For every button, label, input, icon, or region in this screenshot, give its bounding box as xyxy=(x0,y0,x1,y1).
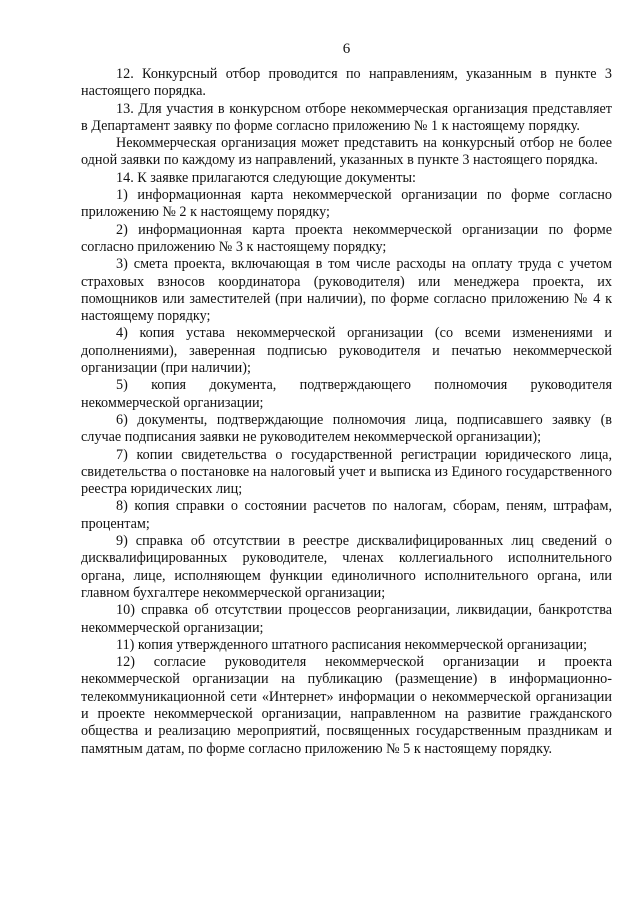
list-item-2: 2) информационная карта проекта некоммерческой организации по форме согласно приложению № 3 к настоящему порядку; xyxy=(81,221,612,255)
paragraph-12: 12. Конкурсный отбор проводится по направлениям, указанным в пункте 3 настоящего порядка. xyxy=(81,66,612,100)
list-item-3: 3) смета проекта, включающая в том числе расходы на оплату труда с учетом страховых взносов координатора (руководителя) или менеджера проекта, их помощников или заместителей (при наличии), по форме согласно приложению № 4 к настоящему порядку; xyxy=(81,256,612,325)
list-item-5: 5) копия документа, подтверждающего полномочия руководителя некоммерческой организации; xyxy=(81,377,612,411)
paragraph-14: 14. К заявке прилагаются следующие документы: xyxy=(116,169,416,186)
list-item-11: 11) копия утвержденного штатного расписания некоммерческой организации; xyxy=(116,636,588,653)
page-number: 6 xyxy=(342,41,351,57)
paragraph-13-note: Некоммерческая организация может представить на конкурсный отбор не более одной заявки по каждому из направлений, указанных в пункте 3 настоящего порядка. xyxy=(81,135,612,169)
list-item-7: 7) копии свидетельства о государственной регистрации юридического лица, свидетельства о постановке на налоговый учет и выписка из Единого государственного реестра юридических лиц; xyxy=(81,446,612,498)
list-item-10: 10) справка об отсутствии процессов реорганизации, ликвидации, банкротства некоммерческой организации; xyxy=(81,602,612,636)
list-item-12: 12) согласие руководителя некоммерческой организации и проекта некоммерческой организации на публикацию (размещение) в информационно-телекоммуникационной сети «Интернет» информации о некоммерческой организации и проекте некоммерческой организации, направленном на развитие гражданского общества и реализацию мероприятий, посвященных государственным праздникам и памятным датам, по форме согласно приложению № 5 к настоящему порядку. xyxy=(81,654,612,757)
list-item-8: 8) копия справки о состоянии расчетов по налогам, сборам, пеням, штрафам, процентам; xyxy=(81,498,612,532)
list-item-1: 1) информационная карта некоммерческой организации по форме согласно приложению № 2 к настоящему порядку; xyxy=(81,187,612,221)
paragraph-13: 13. Для участия в конкурсном отборе некоммерческая организация представляет в Департамент заявку по форме согласно приложению № 1 к настоящему порядку. xyxy=(81,100,612,134)
list-item-9: 9) справка об отсутствии в реестре дисквалифицированных лиц сведений о дисквалифицированных руководителе, членах коллегиального исполнительного органа, лице, исполняющем функции единоличного исполнительного органа, или главном бухгалтере некоммерческой организации; xyxy=(81,533,612,601)
list-item-6: 6) документы, подтверждающие полномочия лица, подписавшего заявку (в случае подписания заявки не руководителем некоммерческой организации); xyxy=(81,411,612,446)
list-item-4: 4) копия устава некоммерческой организации (со всеми изменениями и дополнениями), заверенная подписью руководителя и печатью некоммерческой организации (при наличии); xyxy=(81,325,612,377)
document-body xyxy=(81,66,612,758)
